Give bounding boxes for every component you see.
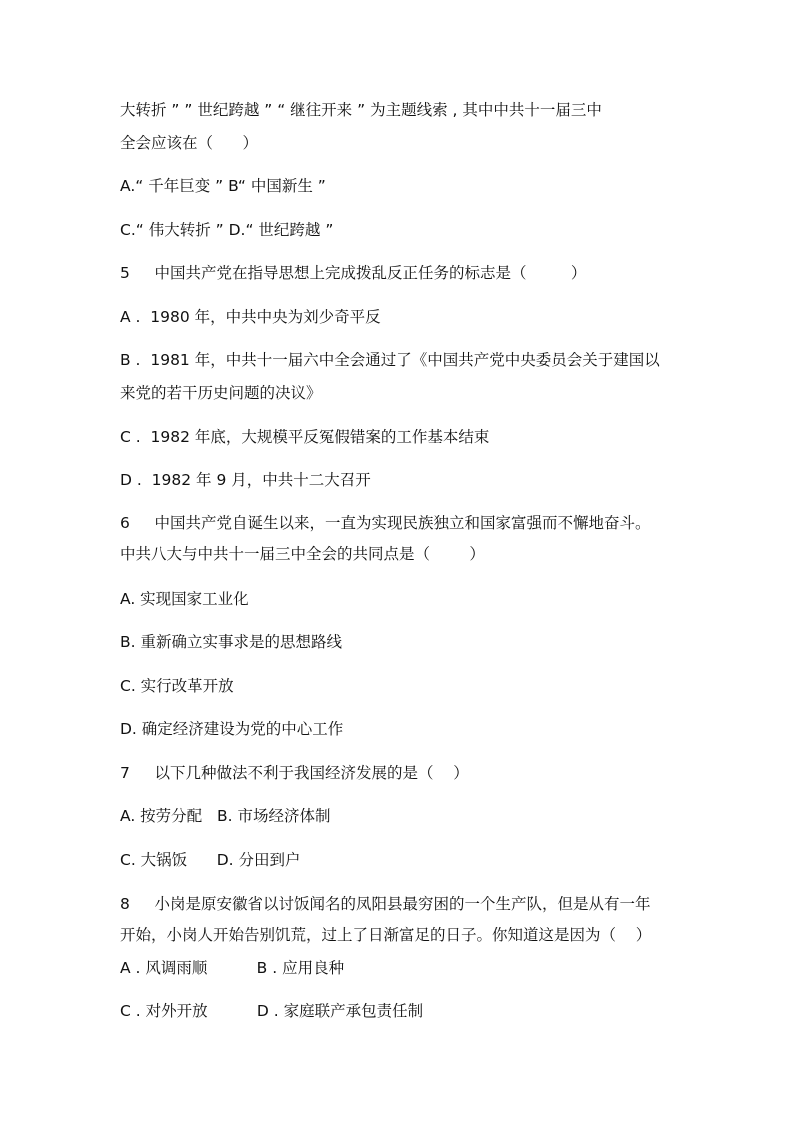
text-line: 开始，小岗人开始告别饥荒，过上了日渐富足的日子。你知道这是因为（ ） <box>120 926 652 944</box>
text-line: C.“ 伟大转折 ” D.“ 世纪跨越 ” <box>120 221 334 239</box>
option-5d: D . 1982 年 9 月，中共十二大召开 <box>120 471 371 489</box>
option-5b: B . 1981 年，中共十一届六中全会通过了《中国共产党中央委员会关于建国以 <box>120 351 660 369</box>
text-line: 来党的若干历史问题的决议》 <box>120 384 322 402</box>
option-6a: A. 实现国家工业化 <box>120 590 249 608</box>
question-7-stem: 7 以下几种做法不利于我国经济发展的是（ ） <box>120 764 469 782</box>
options-7ab: A. 按劳分配 B. 市场经济体制 <box>120 807 331 825</box>
options-8ab: A . 风调雨顺 B . 应用良种 <box>120 959 345 977</box>
option-5c: C . 1982 年底，大规模平反冤假错案的工作基本结束 <box>120 428 490 446</box>
question-5-stem: 5 中国共产党在指导思想上完成拨乱反正任务的标志是（ ） <box>120 264 587 282</box>
options-8cd: C . 对外开放 D . 家庭联产承包责任制 <box>120 1002 424 1020</box>
text-line: 全会应该在（ ） <box>120 134 259 152</box>
text-line: A.“ 千年巨变 ” B“ 中国新生 ” <box>120 177 326 195</box>
option-6d: D. 确定经济建设为党的中心工作 <box>120 720 344 738</box>
question-8-stem: 8 小岗是原安徽省以讨饭闻名的凤阳县最穷困的一个生产队，但是从有一年 <box>120 895 651 913</box>
options-7cd: C. 大锅饭 D. 分田到户 <box>120 851 301 869</box>
option-6c: C. 实行改革开放 <box>120 677 234 695</box>
text-line: 大转折 ” ” 世纪跨越 ” “ 继往开来 ” 为主题线索 , 其中中共十一届三中 <box>120 101 602 119</box>
option-6b: B. 重新确立实事求是的思想路线 <box>120 633 342 651</box>
text-line: 中共八大与中共十一届三中全会的共同点是（ ） <box>120 545 485 563</box>
option-5a: A . 1980 年，中共中央为刘少奇平反 <box>120 308 381 326</box>
question-6-stem: 6 中国共产党自诞生以来，一直为实现民族独立和国家富强而不懈地奋斗。 <box>120 514 651 532</box>
